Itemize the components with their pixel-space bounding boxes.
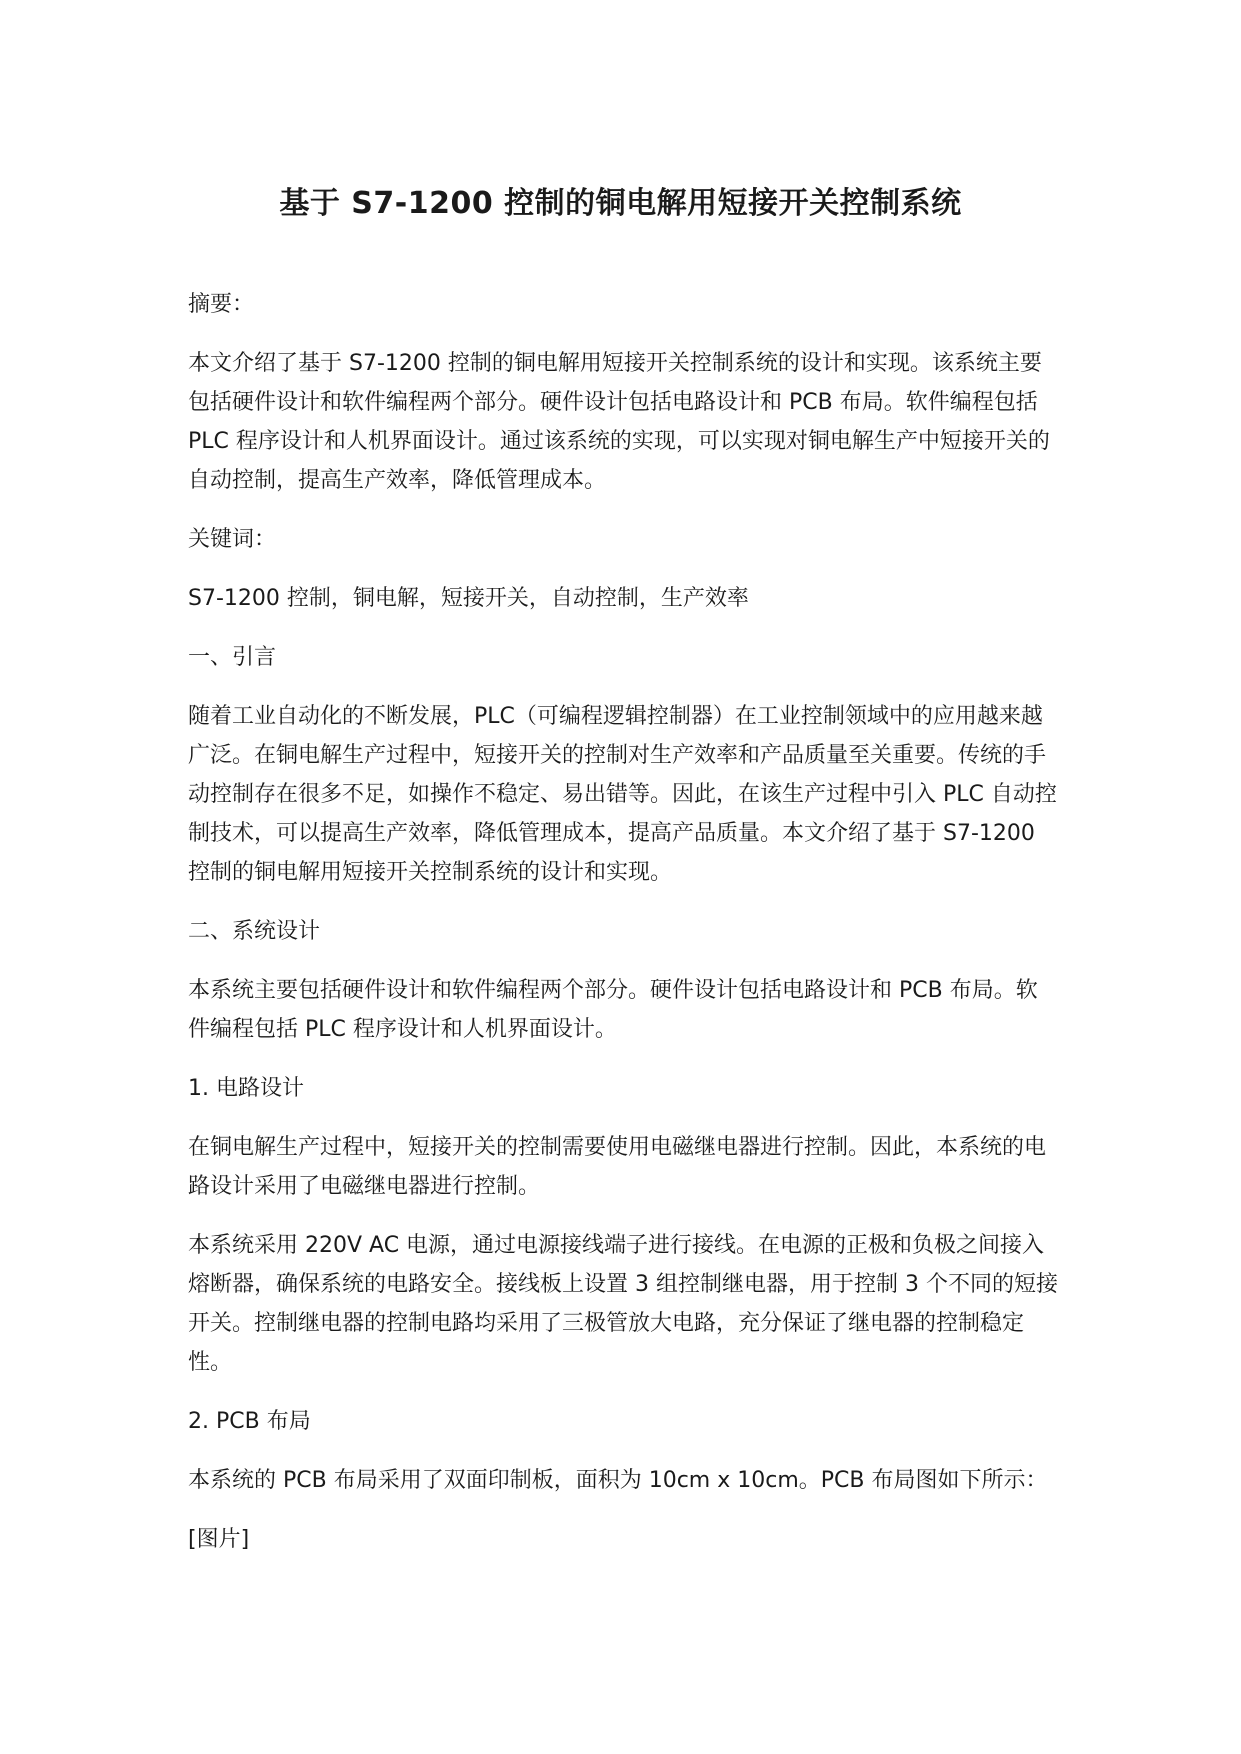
circuit-design-paragraph-2: 本系统采用 220V AC 电源，通过电源接线端子进行接线。在电源的正极和负极之间接入熔断器，确保系统的电路安全。接线板上设置 3 组控制继电器，用于控制 3 个不同的短接开关。控制继电器的控制电路均采用了三极管放大电路，充分保证了继电器的控制稳定性。 — [188, 1233, 1058, 1375]
section-heading-system-design: 二、系统设计 — [188, 919, 321, 944]
pcb-layout-paragraph: 本系统的 PCB 布局采用了双面印制板，面积为 10cm x 10cm。PCB 布局图如下所示： — [188, 1468, 1048, 1493]
image-placeholder: [图片] — [188, 1527, 250, 1552]
circuit-design-paragraph-1: 在铜电解生产过程中，短接开关的控制需要使用电磁继电器进行控制。因此，本系统的电路设计采用了电磁继电器进行控制。 — [188, 1135, 1047, 1199]
section-heading-introduction: 一、引言 — [188, 645, 277, 670]
document-title: 基于 S7-1200 控制的铜电解用短接开关控制系统 — [279, 186, 962, 221]
subsection-heading-pcb-layout: 2. PCB 布局 — [188, 1409, 311, 1434]
introduction-paragraph: 随着工业自动化的不断发展，PLC（可编程逻辑控制器）在工业控制领域中的应用越来越广泛。在铜电解生产过程中，短接开关的控制对生产效率和产品质量至关重要。传统的手动控制存在很多不足，如操作不稳定、易出错等。因此，在该生产过程中引入 PLC 自动控制技术，可以提高生产效率，降低管理成本，提高产品质量。本文介绍了基于 S7-1200 控制的铜电解用短接开关控制系统的设计和实现。 — [188, 704, 1057, 885]
abstract-paragraph: 本文介绍了基于 S7-1200 控制的铜电解用短接开关控制系统的设计和实现。该系统主要包括硬件设计和软件编程两个部分。硬件设计包括电路设计和 PCB 布局。软件编程包括 PLC 程序设计和人机界面设计。通过该系统的实现，可以实现对铜电解生产中短接开关的自动控制，提高生产效率，降低管理成本。 — [188, 351, 1050, 493]
abstract-heading: 摘要： — [188, 292, 255, 317]
keywords-paragraph: S7-1200 控制，铜电解，短接开关，自动控制，生产效率 — [188, 586, 749, 611]
keywords-heading: 关键词： — [188, 527, 277, 552]
subsection-heading-circuit-design: 1. 电路设计 — [188, 1076, 304, 1101]
document-body — [188, 285, 1058, 1579]
system-design-paragraph: 本系统主要包括硬件设计和软件编程两个部分。硬件设计包括电路设计和 PCB 布局。软件编程包括 PLC 程序设计和人机界面设计。 — [188, 978, 1038, 1042]
